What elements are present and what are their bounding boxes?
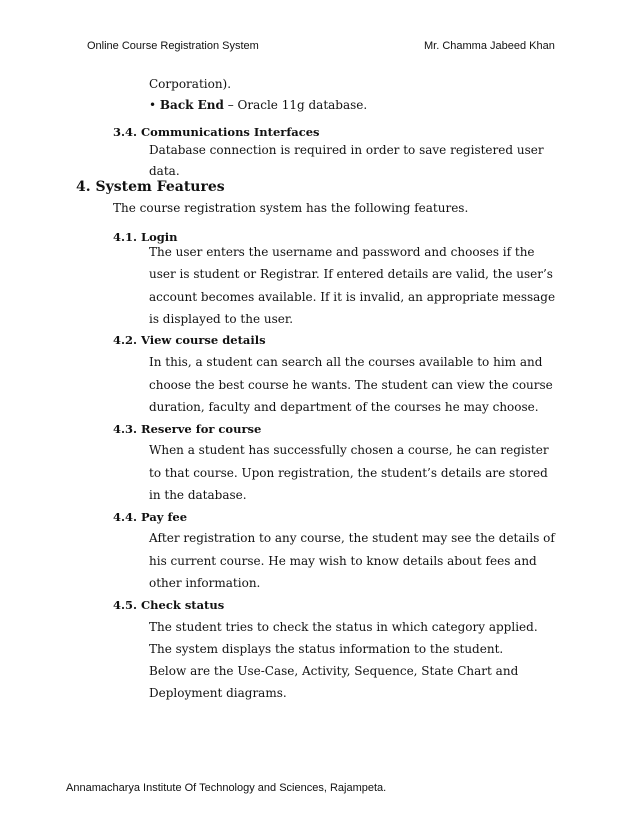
- text-line: The system displays the status information to the student.: [149, 642, 504, 656]
- section-heading: 4.2. View course details: [113, 333, 266, 347]
- text-line: to that course. Upon registration, the student’s details are stored: [149, 466, 548, 480]
- text-line: user is student or Registrar. If entered details are valid, the user’s: [149, 267, 553, 281]
- section-heading: 4.3. Reserve for course: [113, 422, 262, 436]
- footer-text: Annamacharya Institute Of Technology and Sciences, Rajampeta.: [66, 782, 387, 794]
- text-line: The user enters the username and password and chooses if the: [149, 245, 535, 259]
- section-heading: 4.1. Login: [113, 230, 178, 244]
- text-line: account becomes available. If it is invalid, an appropriate message: [149, 290, 556, 304]
- text-line: The student tries to check the status in which category applied.: [149, 620, 538, 634]
- text-line: Deployment diagrams.: [149, 686, 287, 700]
- section-heading: 4.4. Pay fee: [113, 510, 188, 524]
- text-line: choose the best course he wants. The student can view the course: [149, 378, 553, 392]
- chapter-heading: 4. System Features: [76, 179, 225, 195]
- header-left: Online Course Registration System: [87, 40, 259, 52]
- bullet-text: – Oracle 11g database.: [223, 98, 368, 112]
- text-line: The course registration system has the following features.: [113, 201, 469, 215]
- text-line: other information.: [149, 576, 261, 590]
- text-line: When a student has successfully chosen a course, he can register: [149, 443, 549, 457]
- text-line: his current course. He may wish to know details about fees and: [149, 554, 537, 568]
- text-line: in the database.: [149, 488, 247, 502]
- text-line: data.: [149, 164, 180, 178]
- header-right: Mr. Chamma Jabeed Khan: [424, 40, 555, 52]
- text-line: Corporation).: [149, 77, 232, 91]
- text-line: is displayed to the user.: [149, 312, 294, 326]
- section-heading: 4.5. Check status: [113, 598, 225, 612]
- text-line: Database connection is required in order to save registered user: [149, 143, 544, 157]
- text-line: After registration to any course, the student may see the details of: [149, 531, 555, 545]
- bullet-mark: •: [149, 98, 160, 112]
- bullet-bold-label: Back End: [159, 98, 224, 112]
- text-line: duration, faculty and department of the courses he may choose.: [149, 400, 539, 414]
- section-heading: 3.4. Communications Interfaces: [113, 125, 320, 139]
- text-line: Below are the Use-Case, Activity, Sequence, State Chart and: [149, 664, 519, 678]
- bullet-line: [149, 97, 367, 113]
- text-line: In this, a student can search all the courses available to him and: [149, 355, 543, 369]
